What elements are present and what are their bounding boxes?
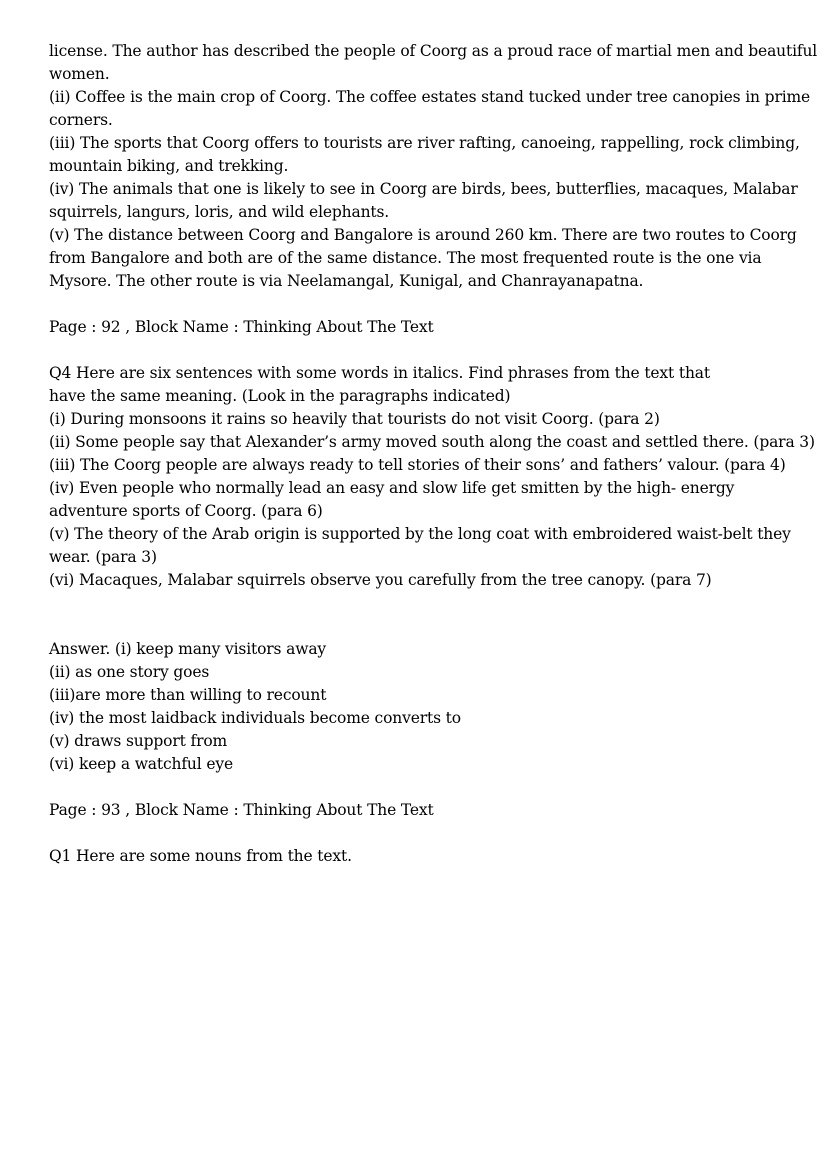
block-header: Page : 92 , Block Name : Thinking About The Text bbox=[49, 318, 434, 336]
text-line: mountain biking, and trekking. bbox=[49, 157, 289, 175]
spacer bbox=[49, 776, 789, 799]
answer-line: (vi) keep a watchful eye bbox=[49, 755, 233, 773]
block-header: Page : 93 , Block Name : Thinking About The Text bbox=[49, 801, 434, 819]
text-line: from Bangalore and both are of the same distance. The most frequented route is the one via bbox=[49, 249, 762, 267]
text-line: license. The author has described the people of Coorg as a proud race of martial men and beautiful bbox=[49, 42, 818, 60]
document-page bbox=[49, 40, 818, 868]
question-line: (iv) Even people who normally lead an easy and slow life get smitten by the high- energy bbox=[49, 479, 735, 497]
text-line: (iii) The sports that Coorg offers to tourists are river rafting, canoeing, rappelling, rock climbing, bbox=[49, 134, 800, 152]
text-line: (iv) The animals that one is likely to see in Coorg are birds, bees, butterflies, macaques, Malabar bbox=[49, 180, 798, 198]
spacer bbox=[49, 822, 789, 845]
spacer bbox=[49, 339, 789, 362]
question-line: Q4 Here are six sentences with some words in italics. Find phrases from the text that bbox=[49, 364, 710, 382]
text-line: corners. bbox=[49, 111, 113, 129]
spacer bbox=[49, 592, 789, 638]
question-line: (iii) The Coorg people are always ready to tell stories of their sons’ and fathers’ valour. (para 4) bbox=[49, 456, 786, 474]
answer-line: Answer. (i) keep many visitors away bbox=[49, 640, 327, 658]
next-question: Q1 Here are some nouns from the text. bbox=[49, 847, 352, 865]
question-line: (i) During monsoons it rains so heavily that tourists do not visit Coorg. (para 2) bbox=[49, 410, 660, 428]
question-line: (ii) Some people say that Alexander’s army moved south along the coast and settled there. (para 3) bbox=[49, 433, 815, 451]
spacer bbox=[49, 293, 789, 316]
text-line: (ii) Coffee is the main crop of Coorg. The coffee estates stand tucked under tree canopies in prime bbox=[49, 88, 811, 106]
question-line: have the same meaning. (Look in the paragraphs indicated) bbox=[49, 387, 511, 405]
answer-line: (v) draws support from bbox=[49, 732, 228, 750]
intro-answer-section bbox=[49, 40, 818, 293]
question-line: wear. (para 3) bbox=[49, 548, 157, 566]
question-section bbox=[49, 362, 815, 592]
answer-line: (ii) as one story goes bbox=[49, 663, 210, 681]
question-line: adventure sports of Coorg. (para 6) bbox=[49, 502, 323, 520]
text-line: (v) The distance between Coorg and Bangalore is around 260 km. There are two routes to Coorg bbox=[49, 226, 797, 244]
answer-section bbox=[49, 638, 789, 776]
text-line: squirrels, langurs, loris, and wild elephants. bbox=[49, 203, 390, 221]
text-line: Mysore. The other route is via Neelamangal, Kunigal, and Chanrayanapatna. bbox=[49, 272, 644, 290]
answer-line: (iv) the most laidback individuals become converts to bbox=[49, 709, 461, 727]
text-line: women. bbox=[49, 65, 110, 83]
question-line: (v) The theory of the Arab origin is supported by the long coat with embroidered waist-belt they bbox=[49, 525, 791, 543]
question-line: (vi) Macaques, Malabar squirrels observe you carefully from the tree canopy. (para 7) bbox=[49, 571, 712, 589]
answer-line: (iii)are more than willing to recount bbox=[49, 686, 327, 704]
